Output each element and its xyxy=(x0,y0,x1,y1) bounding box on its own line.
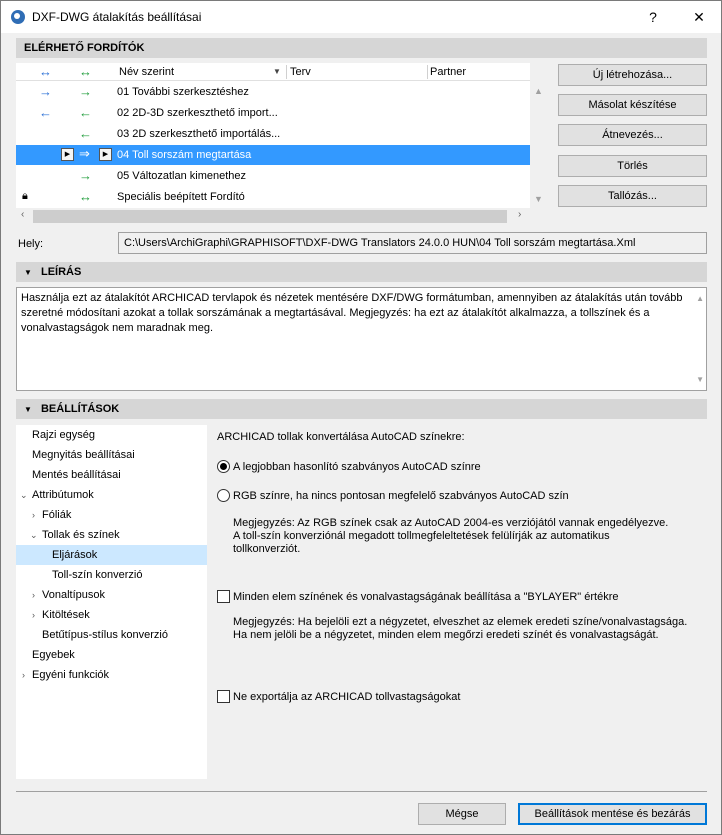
tree-item-label: Toll-szín konverzió xyxy=(52,569,143,581)
bylayer-checkbox-label[interactable]: Minden elem színének és vonalvastagságának beállítása a "BYLAYER" értékre xyxy=(233,591,619,603)
tree-item-label: Eljárások xyxy=(52,549,98,561)
note-line: tollkonverziót. xyxy=(233,543,301,555)
collapse-triangle-icon: ▼ xyxy=(24,405,32,414)
translator-name: 02 2D-3D szerkeszthető import... xyxy=(117,107,278,119)
tree-item-label: Fóliák xyxy=(42,509,72,521)
bidirectional-arrow-icon: ↔ xyxy=(79,64,92,79)
tree-item-label: Rajzi egység xyxy=(32,429,95,441)
tree-item[interactable] xyxy=(16,605,207,625)
tree-item[interactable] xyxy=(16,565,207,585)
column-header-name[interactable]: Név szerint xyxy=(119,66,175,78)
help-button[interactable]: ? xyxy=(649,9,657,25)
bidirectional-arrow-icon: ↔ xyxy=(79,189,92,204)
bidirectional-arrow-icon: ↔ xyxy=(39,64,52,79)
radio-closest-standard-color-label[interactable]: A legjobban hasonlító szabványos AutoCAD színre xyxy=(233,461,481,473)
double-arrow-right-icon: ⇒ xyxy=(79,146,90,161)
panel-heading: ARCHICAD tollak konvertálása AutoCAD színekre: xyxy=(217,431,465,443)
save-and-close-button[interactable]: Beállítások mentése és bezárás xyxy=(518,803,707,825)
translator-row[interactable] xyxy=(16,82,530,102)
tree-item[interactable] xyxy=(16,665,207,685)
rename-button[interactable]: Átnevezés... xyxy=(558,124,707,146)
tree-item-selected[interactable] xyxy=(16,545,207,565)
tree-item[interactable] xyxy=(16,505,207,525)
description-section-header[interactable] xyxy=(16,262,707,282)
horizontal-scrollbar[interactable] xyxy=(16,208,530,225)
section-title: LEÍRÁS xyxy=(40,266,82,278)
scroll-down-icon[interactable]: ▼ xyxy=(696,375,704,384)
translator-name: 05 Változatlan kimenethez xyxy=(117,170,247,182)
note-line: Megjegyzés: Az RGB színek csak az AutoCAD 2004-es verziójától vannak engedélyezve. xyxy=(233,517,669,529)
translators-list[interactable] xyxy=(16,63,530,225)
column-separator xyxy=(427,65,428,79)
translator-row[interactable] xyxy=(16,124,530,144)
close-button[interactable]: ✕ xyxy=(693,9,705,25)
tree-item[interactable] xyxy=(16,525,207,545)
chevron-right-icon[interactable]: › xyxy=(22,670,25,680)
arrow-left-icon: ← xyxy=(79,105,92,120)
list-header xyxy=(16,63,530,81)
translator-name: 03 2D szerkeszthető importálás... xyxy=(117,128,281,140)
translator-row[interactable] xyxy=(16,187,530,207)
translators-section-header[interactable] xyxy=(16,38,707,58)
archicad-app-icon xyxy=(11,10,25,24)
tree-item-label: Megnyitás beállításai xyxy=(32,449,135,461)
location-label: Hely: xyxy=(18,238,44,250)
window-title: DXF-DWG átalakítás beállításai xyxy=(32,10,202,24)
no-pen-weight-export-label[interactable]: Ne exportálja az ARCHICAD tollvastagságokat xyxy=(233,691,461,703)
scroll-up-icon[interactable]: ▲ xyxy=(696,294,704,303)
note-line: A toll-szín konverziónál megadott tollmegfeleltetések felülírják az automatikus xyxy=(233,530,610,542)
chevron-down-icon[interactable]: ⌄ xyxy=(20,490,28,500)
bylayer-checkbox[interactable] xyxy=(217,590,230,603)
collapse-triangle-icon: ▼ xyxy=(24,268,32,277)
tree-item[interactable] xyxy=(16,645,207,665)
chevron-right-icon[interactable]: › xyxy=(32,610,35,620)
translator-name: 01 További szerkesztéshez xyxy=(117,86,249,98)
arrow-left-icon: ← xyxy=(39,105,52,120)
scroll-right-icon[interactable]: › xyxy=(518,209,522,220)
translator-name: 04 Toll sorszám megtartása xyxy=(117,149,252,161)
column-header-plan[interactable]: Terv xyxy=(290,66,311,78)
section-title: ELÉRHETŐ FORDÍTÓK xyxy=(24,42,145,54)
settings-section-header[interactable] xyxy=(16,399,707,419)
note-line: Megjegyzés: Ha bejelöli ezt a négyzetet, elveszhet az elemek eredeti színe/vonalvastagsága. xyxy=(233,616,688,628)
tree-item-label: Tollak és színek xyxy=(42,529,120,541)
section-title: BEÁLLÍTÁSOK xyxy=(40,403,120,415)
tree-item[interactable] xyxy=(16,445,207,465)
column-separator xyxy=(286,65,287,79)
description-text: Használja ezt az átalakítót ARCHICAD tervlapok és nézetek mentésére DXF/DWG formátumban, amennyiben az átalakítás után tovább szeretné módosítani azokat a tollak sorszámának a megtartásával. Megjegyzés: ha ezt az átalakítót alkalmazza, a tollszínek és a vonalvastagságok nem maradnak meg. xyxy=(21,292,683,334)
play-icon[interactable]: ▶ xyxy=(99,148,112,161)
tree-item-label: Betűtípus-stílus konverzió xyxy=(42,629,168,641)
tree-item-label: Mentés beállításai xyxy=(32,469,121,481)
translator-row-selected[interactable] xyxy=(16,145,530,165)
scrollbar-thumb[interactable] xyxy=(33,210,507,223)
tree-item-label: Egyebek xyxy=(32,649,75,661)
duplicate-button[interactable]: Másolat készítése xyxy=(558,94,707,116)
footer-divider xyxy=(16,791,707,792)
bylayer-note xyxy=(233,616,713,642)
tree-item-label: Egyéni funkciók xyxy=(32,669,110,681)
settings-tree[interactable] xyxy=(16,425,207,779)
radio-rgb-color-label[interactable]: RGB színre, ha nincs pontosan megfelelő szabványos AutoCAD szín xyxy=(233,490,569,502)
scroll-down-icon[interactable]: ▼ xyxy=(534,194,543,204)
sort-down-icon: ▼ xyxy=(273,67,281,76)
location-path-field: C:\Users\ArchiGraphi\GRAPHISOFT\DXF-DWG Translators 24.0.0 HUN\04 Toll sorszám megtartása.Xml xyxy=(118,232,707,254)
chevron-down-icon[interactable]: ⌄ xyxy=(30,530,38,540)
arrow-right-icon: → xyxy=(39,84,52,99)
scroll-left-icon[interactable]: ‹ xyxy=(21,209,25,220)
note-line: Ha nem jelöli be a négyzetet, minden elem megőrzi eredeti színét és vonalvastagságát. xyxy=(233,629,659,641)
cancel-button[interactable]: Mégse xyxy=(418,803,506,825)
rgb-note xyxy=(233,517,713,556)
arrow-right-icon: → xyxy=(79,84,92,99)
tree-item-label: Vonaltípusok xyxy=(42,589,105,601)
scroll-up-icon[interactable]: ▲ xyxy=(534,86,543,96)
translator-name: Speciális beépített Fordító xyxy=(117,191,245,203)
settings-panel xyxy=(217,425,707,779)
lock-icon: 🔒︎ xyxy=(22,190,28,202)
tree-item[interactable] xyxy=(16,485,207,505)
radio-closest-standard-color[interactable] xyxy=(217,460,230,473)
chevron-right-icon[interactable]: › xyxy=(32,590,35,600)
play-icon[interactable]: ▶ xyxy=(61,148,74,161)
arrow-right-icon: → xyxy=(79,168,92,183)
description-textarea[interactable] xyxy=(16,287,707,391)
translator-row[interactable] xyxy=(16,103,530,123)
tree-item[interactable] xyxy=(16,585,207,605)
arrow-left-icon: ← xyxy=(79,126,92,141)
title-bar xyxy=(1,1,721,33)
tree-item[interactable] xyxy=(16,625,207,645)
chevron-right-icon[interactable]: › xyxy=(32,510,35,520)
delete-button[interactable]: Törlés xyxy=(558,155,707,177)
radio-rgb-color[interactable] xyxy=(217,489,230,502)
tree-item-label: Attribútumok xyxy=(32,489,94,501)
tree-item[interactable] xyxy=(16,425,207,445)
translator-row[interactable] xyxy=(16,166,530,186)
tree-item-label: Kitöltések xyxy=(42,609,90,621)
no-pen-weight-export-checkbox[interactable] xyxy=(217,690,230,703)
new-translator-button[interactable]: Új létrehozása... xyxy=(558,64,707,86)
column-header-partner[interactable]: Partner xyxy=(430,66,467,78)
browse-button[interactable]: Tallózás... xyxy=(558,185,707,207)
tree-item[interactable] xyxy=(16,465,207,485)
